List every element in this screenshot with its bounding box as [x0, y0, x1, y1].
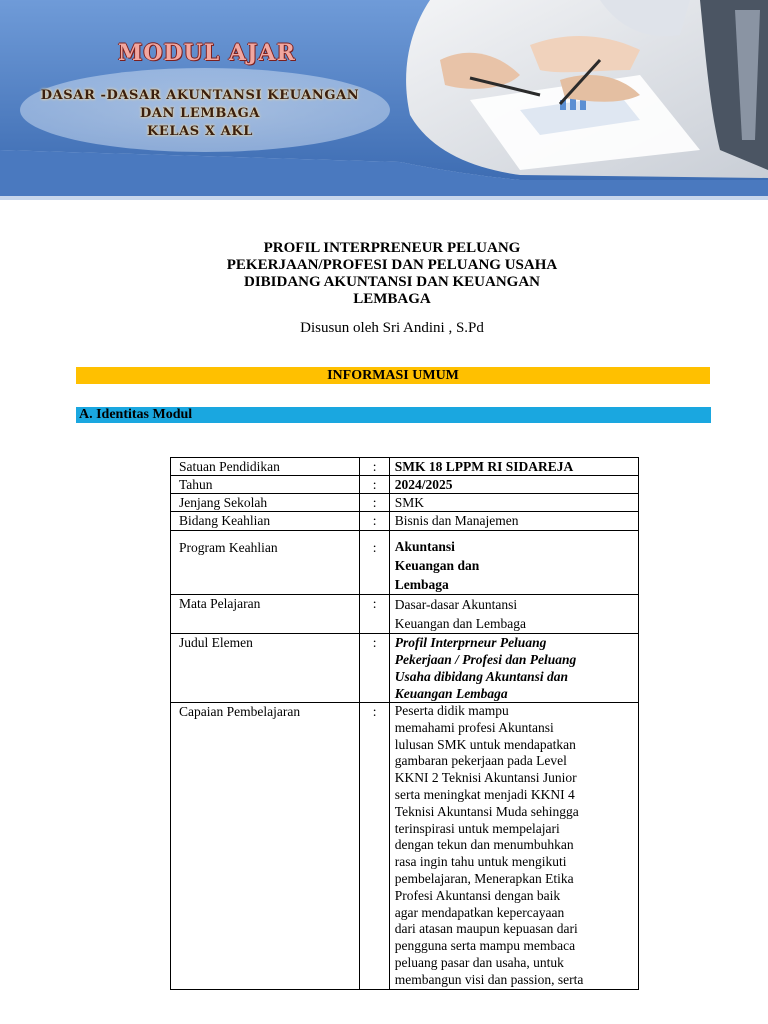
header-banner — [0, 0, 768, 200]
row-colon: : — [360, 634, 389, 703]
row-label: Bidang Keahlian — [171, 512, 360, 531]
value-line: dengan tekun dan menumbuhkan — [394, 837, 574, 853]
value-line: KKNI 2 Teknisi Akuntansi Junior — [394, 770, 577, 786]
section-info-bar: INFORMASI UMUM — [76, 367, 710, 384]
value-line: terinspirasi untuk mempelajari — [394, 820, 560, 836]
table-row — [171, 476, 639, 494]
value-line: Teknisi Akuntansi Muda sehingga — [394, 803, 579, 819]
row-value-multiline — [389, 531, 638, 595]
value-line: Keuangan dan Lembaga — [394, 616, 526, 631]
value-line: Lembaga — [394, 577, 449, 592]
row-colon: : — [360, 476, 389, 494]
row-colon: : — [360, 494, 389, 512]
banner-title: MODUL AJAR — [118, 40, 296, 66]
table-row — [171, 512, 639, 531]
table-row — [171, 458, 639, 476]
value-line: membangun visi dan passion, serta — [394, 971, 584, 987]
table-row — [171, 494, 639, 512]
row-colon: : — [360, 531, 389, 595]
banner-subtitle-line: KELAS X AKL — [146, 124, 254, 139]
section-identity-bar: A. Identitas Modul — [76, 407, 711, 423]
document-title — [200, 240, 584, 308]
value-line: Profil Interprneur Peluang — [394, 635, 547, 650]
document-title-line: DIBIDANG AKUNTANSI DAN KEUANGAN — [243, 274, 540, 290]
value-line: Usaha dibidang Akuntansi dan — [394, 669, 568, 684]
row-colon: : — [360, 458, 389, 476]
value-line: Keuangan dan — [394, 558, 480, 573]
value-line: Peserta didik mampu — [394, 703, 509, 718]
table-row — [171, 595, 639, 634]
value-line: Dasar-dasar Akuntansi — [394, 597, 518, 612]
row-value: SMK 18 LPPM RI SIDAREJA — [389, 458, 638, 476]
author-line: Disusun oleh Sri Andini , S.Pd — [300, 320, 484, 336]
row-label: Program Keahlian — [171, 531, 360, 595]
row-value: SMK — [389, 494, 638, 512]
value-line: lulusan SMK untuk mendapatkan — [394, 736, 576, 752]
row-value-multiline — [389, 595, 638, 634]
row-label: Judul Elemen — [171, 634, 360, 703]
value-line: pembelajaran, Menerapkan Etika — [394, 870, 574, 886]
row-colon: : — [360, 512, 389, 531]
row-label: Satuan Pendidikan — [171, 458, 360, 476]
row-label: Tahun — [171, 476, 360, 494]
table-row — [171, 531, 639, 595]
value-line: Pekerjaan / Profesi dan Peluang — [394, 652, 577, 667]
value-line: Akuntansi — [394, 539, 455, 554]
document-title-line: PEKERJAAN/PROFESI DAN PELUANG USAHA — [226, 257, 558, 273]
row-value-multiline — [389, 703, 638, 990]
banner-subtitle — [30, 87, 370, 141]
value-line: gambaran pekerjaan pada Level — [394, 753, 567, 769]
document-title-line: LEMBAGA — [353, 291, 431, 307]
value-line: rasa ingin tahu untuk mengikuti — [394, 854, 567, 870]
row-colon: : — [360, 703, 389, 990]
identity-table — [170, 457, 639, 990]
value-line: Profesi Akuntansi dengan baik — [394, 887, 561, 903]
value-line: serta meningkat menjadi KKNI 4 — [394, 786, 575, 802]
row-value-multiline — [389, 634, 638, 703]
value-line: agar mendapatkan kepercayaan — [394, 904, 565, 920]
row-colon: : — [360, 595, 389, 634]
value-line: peluang pasar dan usaha, untuk — [394, 954, 564, 970]
value-line: Keuangan Lembaga — [394, 686, 508, 701]
row-label: Jenjang Sekolah — [171, 494, 360, 512]
value-line: dari atasan maupun kepuasan dari — [394, 921, 578, 937]
document-title-line: PROFIL INTERPRENEUR PELUANG — [263, 240, 521, 256]
banner-subtitle-line: DASAR -DASAR AKUNTANSI KEUANGAN — [40, 88, 360, 103]
value-line: pengguna serta mampu membaca — [394, 938, 576, 954]
table-row — [171, 634, 639, 703]
value-line: memahami profesi Akuntansi — [394, 719, 554, 735]
row-value: 2024/2025 — [389, 476, 638, 494]
banner-subtitle-line: DAN LEMBAGA — [139, 106, 261, 121]
row-value: Bisnis dan Manajemen — [389, 512, 638, 531]
row-label: Mata Pelajaran — [171, 595, 360, 634]
table-row — [171, 703, 639, 990]
row-label: Capaian Pembelajaran — [171, 703, 360, 990]
